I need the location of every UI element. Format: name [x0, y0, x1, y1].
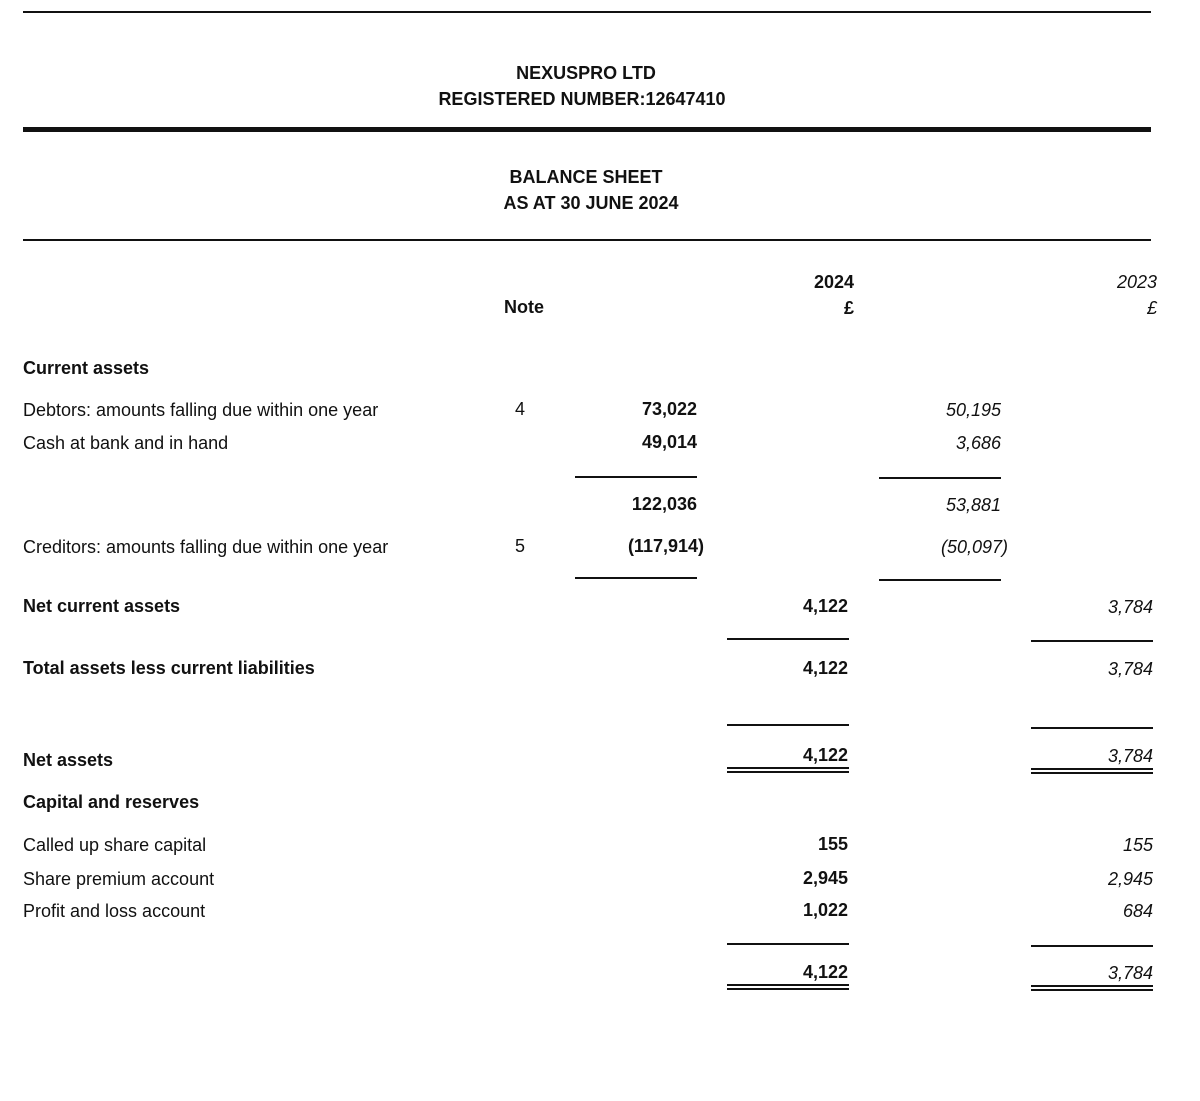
year-2023-header: 2023 — [1116, 272, 1157, 292]
creditors-2024: (117,914) — [627, 536, 704, 556]
current-assets-heading: Current assets — [23, 358, 150, 378]
share-premium-2023: 2,945 — [1107, 869, 1153, 889]
nca-line-2024 — [727, 638, 849, 640]
equity-double-line-2023 — [1031, 985, 1153, 991]
net-current-assets-2024: 4,122 — [802, 596, 848, 616]
total-assets-line-2024 — [727, 724, 849, 726]
registered-number: REGISTERED NUMBER:12647410 — [438, 89, 726, 109]
top-rule — [23, 11, 1151, 13]
subtotal-2023: 53,881 — [945, 495, 1001, 515]
year-2024-header: 2024 — [813, 272, 854, 292]
nca-line-2023 — [1031, 640, 1153, 642]
profit-loss-label: Profit and loss account — [23, 901, 206, 921]
creditors-label: Creditors: amounts falling due within one year — [23, 537, 389, 557]
equity-line-2024 — [727, 943, 849, 945]
cash-2024: 49,014 — [641, 432, 697, 452]
creditors-line-2024 — [575, 577, 697, 579]
subtotal-2024: 122,036 — [631, 494, 697, 514]
share-capital-2023: 155 — [1122, 835, 1153, 855]
net-assets-2023: 3,784 — [1107, 746, 1153, 766]
subtotal-line-2023 — [879, 477, 1001, 479]
subtotal-line-2024 — [575, 476, 697, 478]
debtors-label: Debtors: amounts falling due within one year — [23, 400, 379, 420]
total-assets-line-2023 — [1031, 727, 1153, 729]
profit-loss-2024: 1,022 — [802, 900, 848, 920]
document-date: AS AT 30 JUNE 2024 — [503, 193, 679, 213]
total-equity-2024: 4,122 — [802, 962, 848, 982]
debtors-2024: 73,022 — [641, 399, 697, 419]
equity-line-2023 — [1031, 945, 1153, 947]
net-current-assets-2023: 3,784 — [1107, 597, 1153, 617]
equity-double-line-2024 — [727, 984, 849, 990]
share-capital-2024: 155 — [817, 834, 848, 854]
header-thick-rule — [23, 127, 1151, 132]
net-assets-label: Net assets — [23, 750, 114, 770]
creditors-note: 5 — [514, 536, 525, 556]
total-assets-2023: 3,784 — [1107, 659, 1153, 679]
company-name: NEXUSPRO LTD — [516, 63, 656, 83]
creditors-line-2023 — [879, 579, 1001, 581]
total-assets-label: Total assets less current liabilities — [23, 658, 315, 678]
creditors-2023: (50,097) — [940, 537, 1008, 557]
profit-loss-2023: 684 — [1122, 901, 1153, 921]
cash-2023: 3,686 — [955, 433, 1001, 453]
net-assets-double-line-2024 — [727, 767, 849, 773]
share-capital-label: Called up share capital — [23, 835, 207, 855]
net-assets-2024: 4,122 — [802, 745, 848, 765]
currency-2024-header: £ — [843, 298, 854, 318]
share-premium-label: Share premium account — [23, 869, 215, 889]
total-assets-2024: 4,122 — [802, 658, 848, 678]
net-assets-double-line-2023 — [1031, 768, 1153, 774]
title-rule — [23, 239, 1151, 241]
document-title: BALANCE SHEET — [509, 167, 663, 187]
capital-reserves-heading: Capital and reserves — [23, 792, 200, 812]
note-column-header: Note — [504, 297, 544, 317]
total-equity-2023: 3,784 — [1107, 963, 1153, 983]
currency-2023-header: £ — [1146, 298, 1157, 318]
debtors-note: 4 — [514, 399, 525, 419]
net-current-assets-label: Net current assets — [23, 596, 181, 616]
share-premium-2024: 2,945 — [802, 868, 848, 888]
cash-label: Cash at bank and in hand — [23, 433, 229, 453]
debtors-2023: 50,195 — [945, 400, 1001, 420]
